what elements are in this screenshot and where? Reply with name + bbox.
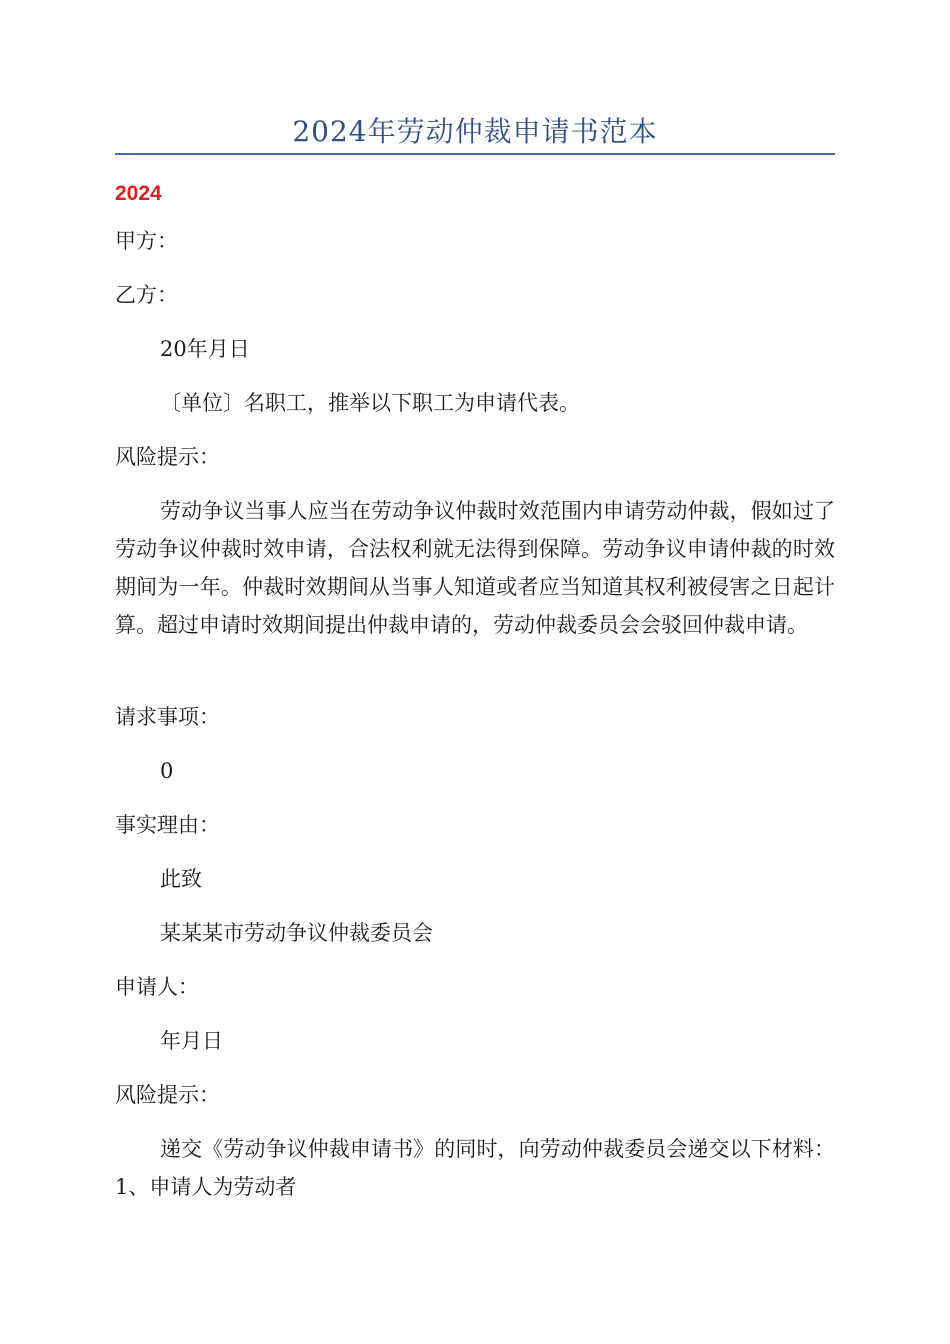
title-underline — [115, 153, 835, 155]
committee-line: 某某某市劳动争议仲裁委员会 — [160, 921, 433, 945]
date-line: 20年月日 — [160, 337, 250, 361]
risk-paragraph-2: 递交《劳动争议仲裁申请书》的同时，向劳动仲裁委员会递交以下材料：1、申请人为劳动者 — [115, 1137, 835, 1199]
risk-label: 风险提示： — [115, 445, 220, 469]
risk-paragraph: 劳动争议当事人应当在劳动争议仲裁时效范围内申请劳动仲裁，假如过了劳动争议仲裁时效申请，合法权利就无法得到保障。劳动争议申请仲裁的时效期间为一年。仲裁时效期间从当事人知道或者应当知道其权利被侵害之日起计算。超过申请时效期间提出仲裁申请的，劳动仲裁委员会会驳回仲裁申请。 — [115, 499, 835, 637]
closing-line: 此致 — [160, 867, 202, 891]
facts-label: 事实理由： — [115, 813, 220, 837]
document-title: 2024年劳动仲裁申请书范本 — [292, 115, 658, 148]
applicant-label: 申请人： — [115, 975, 199, 999]
party-a-label: 甲方： — [115, 229, 178, 253]
unit-line: 〔单位〕名职工，推举以下职工为申请代表。 — [160, 391, 580, 415]
risk-label-2: 风险提示： — [115, 1083, 220, 1107]
claims-value: 0 — [160, 759, 174, 783]
date-line-2: 年月日 — [160, 1029, 223, 1053]
year-heading: 2024 — [115, 182, 162, 205]
party-b-label: 乙方： — [115, 283, 178, 307]
claims-label: 请求事项： — [115, 705, 220, 729]
